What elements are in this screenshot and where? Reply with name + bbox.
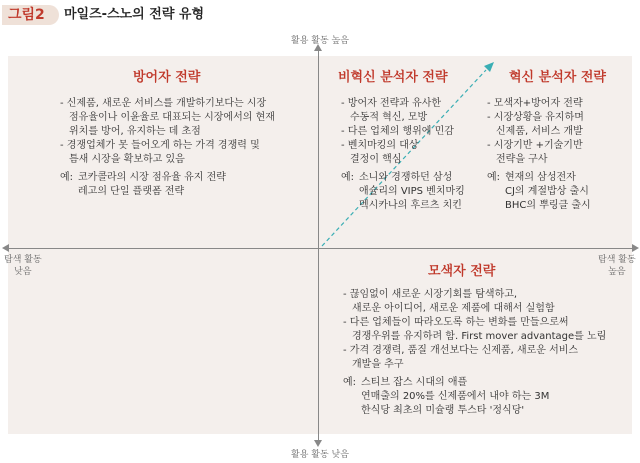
prospector-body (343, 288, 629, 418)
figure-title: 마일즈-스노의 전략 유형 (64, 7, 205, 22)
axis-label-right-line2: 높음 (608, 267, 626, 277)
figure-label: 그림2 (2, 5, 59, 25)
prospector-bullet-3: - 가격 경쟁력, 품질 개선보다는 신제품, 새로운 서비스 개발을 추구 (343, 345, 579, 370)
innovative-analyzer-body (487, 97, 627, 213)
axis-label-bottom: 활용 활동 낮음 (291, 450, 349, 460)
axis-label-right-line1: 탐색 활동 (598, 255, 636, 265)
defender-title: 방어자 전략 (133, 70, 201, 85)
innovative-analyzer-bullet-1: - 모색자+방어자 전략 (487, 98, 583, 109)
innovative-analyzer-bullet-3: - 시장기반 +기술기반 전략을 구사 (487, 140, 583, 165)
axis-label-top: 활용 활동 높음 (291, 36, 349, 46)
axis-label-left-line1: 탐색 활동 (4, 255, 42, 265)
innovative-analyzer-title: 혁신 분석자 전략 (509, 70, 606, 85)
defender-body (60, 97, 312, 199)
analyzer-example: 예: 소니와 경쟁하던 삼성 애슐리의 VIPS 벤치마킹 멕시카나의 후르츠 치킨 (341, 172, 465, 211)
defender-bullet-2: - 경쟁업체가 못 들어오게 하는 가격 경쟁력 및 틈새 시장을 확보하고 있음 (60, 140, 260, 165)
analyzer-bullet-3: - 벤치마킹의 대상 결정이 핵심 (341, 140, 419, 165)
prospector-bullet-1: - 끊임없이 새로운 시장기회를 탐색하고, 새로운 아이디어, 새로운 제품에 대해서 실험함 (343, 289, 555, 314)
prospector-bullet-2: - 다른 업체들이 따라오도록 하는 변화를 만들으로써 경쟁우위를 유지하려 함. First mover advantage를 노림 (343, 317, 607, 342)
defender-example: 예: 코카콜라의 시장 점유율 유지 전략 레고의 단일 플랫폼 전략 (60, 172, 226, 197)
analyzer-body (341, 97, 481, 213)
prospector-title: 모색자 전략 (428, 264, 496, 279)
analyzer-title: 비혁신 분석자 전략 (338, 70, 448, 85)
analyzer-bullet-1: - 방어자 전략과 유사한 수동적 혁신, 모방 (341, 98, 442, 123)
innovative-analyzer-bullet-2: - 시장상황을 유지하며 신제품, 서비스 개발 (487, 112, 584, 137)
axis-label-left-line2: 낮음 (14, 267, 32, 277)
defender-bullet-1: - 신제품, 새로운 서비스를 개발하기보다는 시장 점유율이나 이윤율로 대표되는 시장에서의 현재 위치를 방어, 유지하는 데 초점 (60, 98, 275, 137)
analyzer-bullet-2: - 다른 업체의 행위에 민감 (341, 126, 454, 137)
innovative-analyzer-example: 예: 현재의 삼성전자 CJ의 계절밥상 출시 BHC의 뿌링클 출시 (487, 172, 591, 211)
prospector-example: 예: 스티브 잡스 시대의 애플 연매출의 20%를 신제품에서 내야 하는 3M 한식당 최초의 미슐랭 투스타 '정식당' (343, 377, 550, 416)
